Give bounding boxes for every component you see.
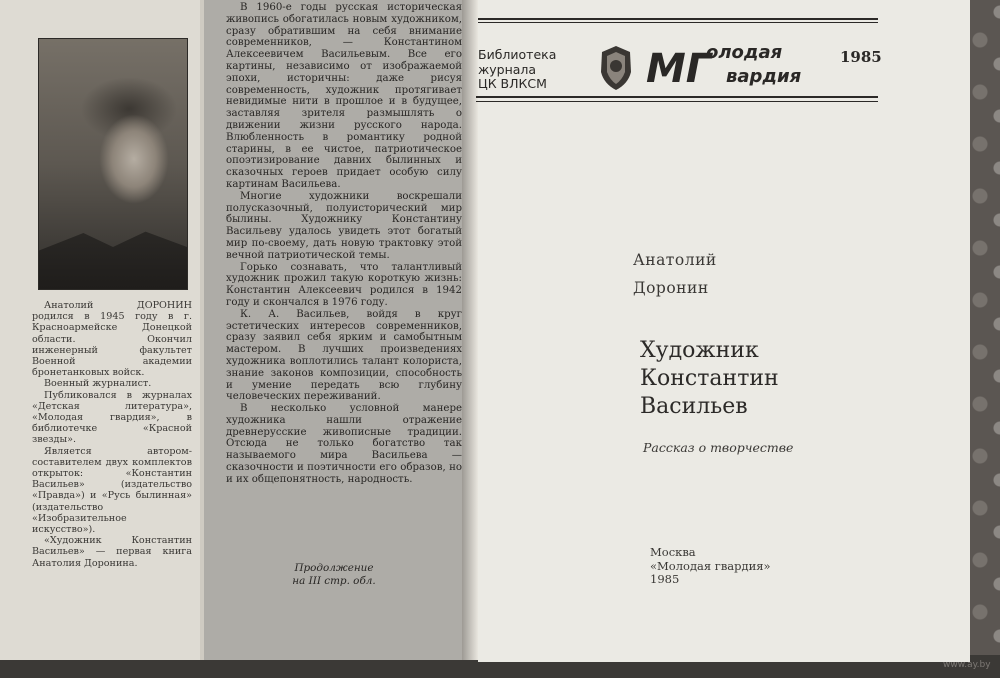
author-bio bbox=[32, 300, 192, 569]
book-gutter bbox=[462, 0, 478, 660]
author-photo bbox=[38, 38, 188, 290]
title-line: Художник bbox=[640, 338, 759, 363]
continuation-line: Продолжение bbox=[294, 562, 374, 574]
left-page bbox=[0, 0, 200, 660]
book-title bbox=[640, 337, 779, 421]
top-rule bbox=[478, 18, 878, 20]
bottom-rule bbox=[476, 96, 878, 98]
bio-paragraph: «Художник Константин Васильев» — первая книга Анатолия Доронина. bbox=[32, 535, 192, 569]
intro-paragraph: В 1960-е годы русская историческая живопись обогатилась новым художником, сразу обратившим на себя внимание современников, — Константином Алексеевичем Васильевым. Все его картины, независимо от изображаемой эпохи, историчны: даже рисуя современность, художник протягивает невидимые нити в прошлое и в будущее, заставляя зрителя размышлять о движении жизни русского народа. Влюбленность в романтику родной старины, в ее чистое, патриотическое опоэтизирование давних былинных и сказочных героев придает особую силу картинам Васильева. bbox=[226, 2, 462, 190]
bottom-rule-thin bbox=[476, 101, 878, 102]
bio-paragraph: Военный журналист. bbox=[44, 378, 152, 390]
intro-paragraph: В несколько условной манере художника нашли отражение древнерусские живописные традиции. Отсюда не только богатство так называемого мира Васильева — сказочности и поэтичности его образов, но и их общепонятность, народность. bbox=[226, 403, 462, 485]
svg-text:олодая: олодая bbox=[706, 42, 783, 63]
komsomol-emblem-icon bbox=[598, 44, 634, 92]
svg-text:МГ: МГ bbox=[646, 46, 712, 92]
author-last-name: Доронин bbox=[633, 279, 709, 297]
imprint-year: 1985 bbox=[650, 572, 680, 586]
imprint-publisher: «Молодая гвардия» bbox=[650, 558, 771, 573]
author-first-name: Анатолий bbox=[633, 251, 717, 269]
series-line: журнала bbox=[478, 61, 537, 77]
imprint bbox=[650, 546, 771, 587]
molodaya-gvardiya-logo bbox=[646, 36, 816, 92]
intro-paragraph: Горько сознавать, что талантливый художник прожил такую короткую жизнь: Константин Алексеевич родился в 1942 году и скончался в 1976 году. bbox=[226, 261, 462, 308]
title-page bbox=[478, 0, 970, 662]
author-photo-coat bbox=[39, 219, 187, 289]
series-label bbox=[478, 48, 556, 92]
intro-paragraph: Многие художники воскрешали полусказочный, полуисторический мир былины. Художнику Константину Васильеву удалось увидеть этот богатый мир по-своему, дать новую трактовку этой вечной патриотической темы. bbox=[226, 190, 462, 261]
intro-text bbox=[226, 2, 462, 486]
top-rule-thin bbox=[478, 22, 878, 23]
title-line: Васильев bbox=[640, 394, 748, 419]
year-top: 1985 bbox=[840, 48, 882, 66]
series-line: Библиотека bbox=[478, 47, 557, 62]
svg-text:вардия: вардия bbox=[726, 66, 802, 87]
bio-paragraph: Анатолий ДОРОНИН родился в 1945 году в г. Красноармейске Донецкой области. Окончил инженерный факультет Военной академии бронетанковых войск. bbox=[32, 300, 192, 379]
series-line: ЦК ВЛКСМ bbox=[478, 76, 547, 91]
watermark: www.ay.by bbox=[943, 660, 991, 670]
intro-paragraph: К. А. Васильев, войдя в круг эстетических интересов современников, сразу заявил себя ярким и самобытным мастером. В лучших произведениях художника воплотились талант колориста, знание законов композиции, способность и умение передать всю глубину человеческих переживаний. bbox=[226, 308, 462, 403]
continuation-note bbox=[264, 562, 404, 588]
book-subtitle: Рассказ о творчестве bbox=[643, 440, 794, 455]
imprint-city: Москва bbox=[650, 545, 696, 559]
continuation-line: на III стр. обл. bbox=[292, 575, 376, 587]
bio-paragraph: Является автором-составителем двух комплектов открыток: «Константин Васильев» (издательство «Правда») и «Русь былинная» (издательство «Изобразительное искусство»). bbox=[32, 445, 192, 536]
middle-page bbox=[200, 0, 466, 660]
title-line: Константин bbox=[640, 366, 779, 391]
bio-paragraph: Публиковался в журналах «Детская литература», «Молодая гвардия», в библиотечке «Красной звезды». bbox=[32, 389, 192, 446]
author-name bbox=[633, 246, 717, 302]
